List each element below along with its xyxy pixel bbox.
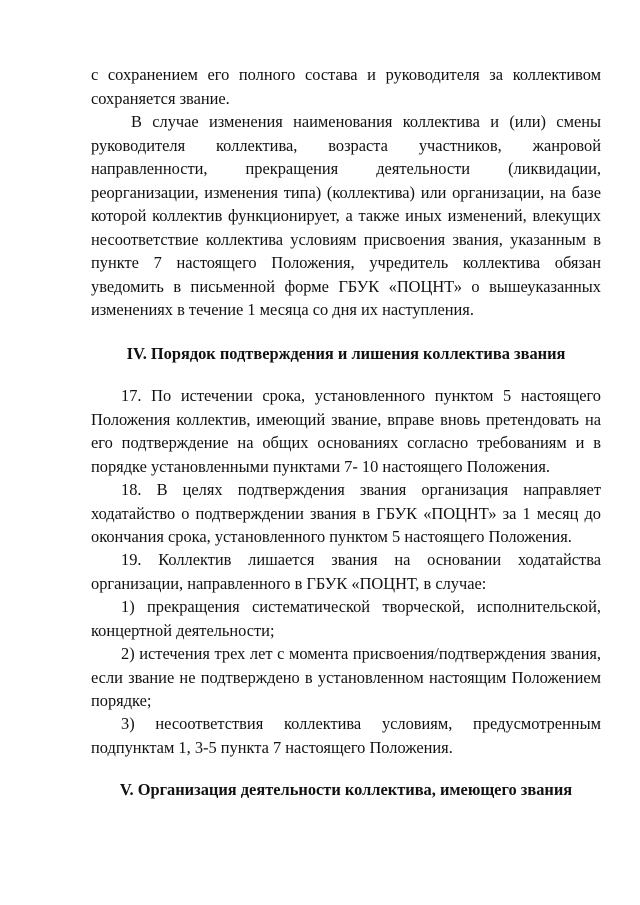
paragraph-change-notice: В случае изменения наименования коллектива и (или) смены руководителя коллектива, возраста участников, жанровой направленности, прекращения деятельности (ликвидации, реорганизации, изменения типа) (коллектива) или организации, на базе которой коллектив функционирует, а также иных изменений, влекущих несоответствие коллектива условиям присвоения звания, указанным в пункте 7 настоящего Положения, учредитель коллектива обязан уведомить в письменной форме ГБУК «ПОЦНТ» о вышеуказанных изменениях в течение 1 месяца со дня их наступления.: [91, 112, 601, 319]
list-item-2: 2) истечения трех лет с момента присвоения/подтверждения звания, если звание не подтверждено в установленном настоящим Положением порядке;: [91, 644, 601, 710]
paragraph-continuation: с сохранением его полного состава и руководителя за коллективом сохраняется звание.: [91, 65, 601, 108]
paragraph-17: 17. По истечении срока, установленного пунктом 5 настоящего Положения коллектив, имеющий звание, вправе вновь претендовать на его подтверждение на общих основаниях согласно требованиям и в порядке установленными пунктами 7- 10 настоящего Положения.: [91, 386, 601, 476]
section-heading-4: IV. Порядок подтверждения и лишения коллектива звания: [126, 344, 566, 363]
paragraph-19: 19. Коллектив лишается звания на основании ходатайства организации, направленного в ГБУК «ПОЦНТ, в случае:: [91, 550, 601, 593]
paragraph-18: 18. В целях подтверждения звания организация направляет ходатайство о подтверждении звания в ГБУК «ПОЦНТ» за 1 месяц до окончания срока, установленного пунктом 5 настоящего Положения.: [91, 480, 601, 546]
list-item-3: 3) несоответствия коллектива условиям, предусмотренным подпунктам 1, 3-5 пункта 7 настоящего Положения.: [91, 714, 601, 757]
list-item-1: 1) прекращения систематической творческой, исполнительской, концертной деятельности;: [91, 597, 601, 640]
section-heading-5: V. Организация деятельности коллектива, имеющего звания: [119, 780, 573, 799]
